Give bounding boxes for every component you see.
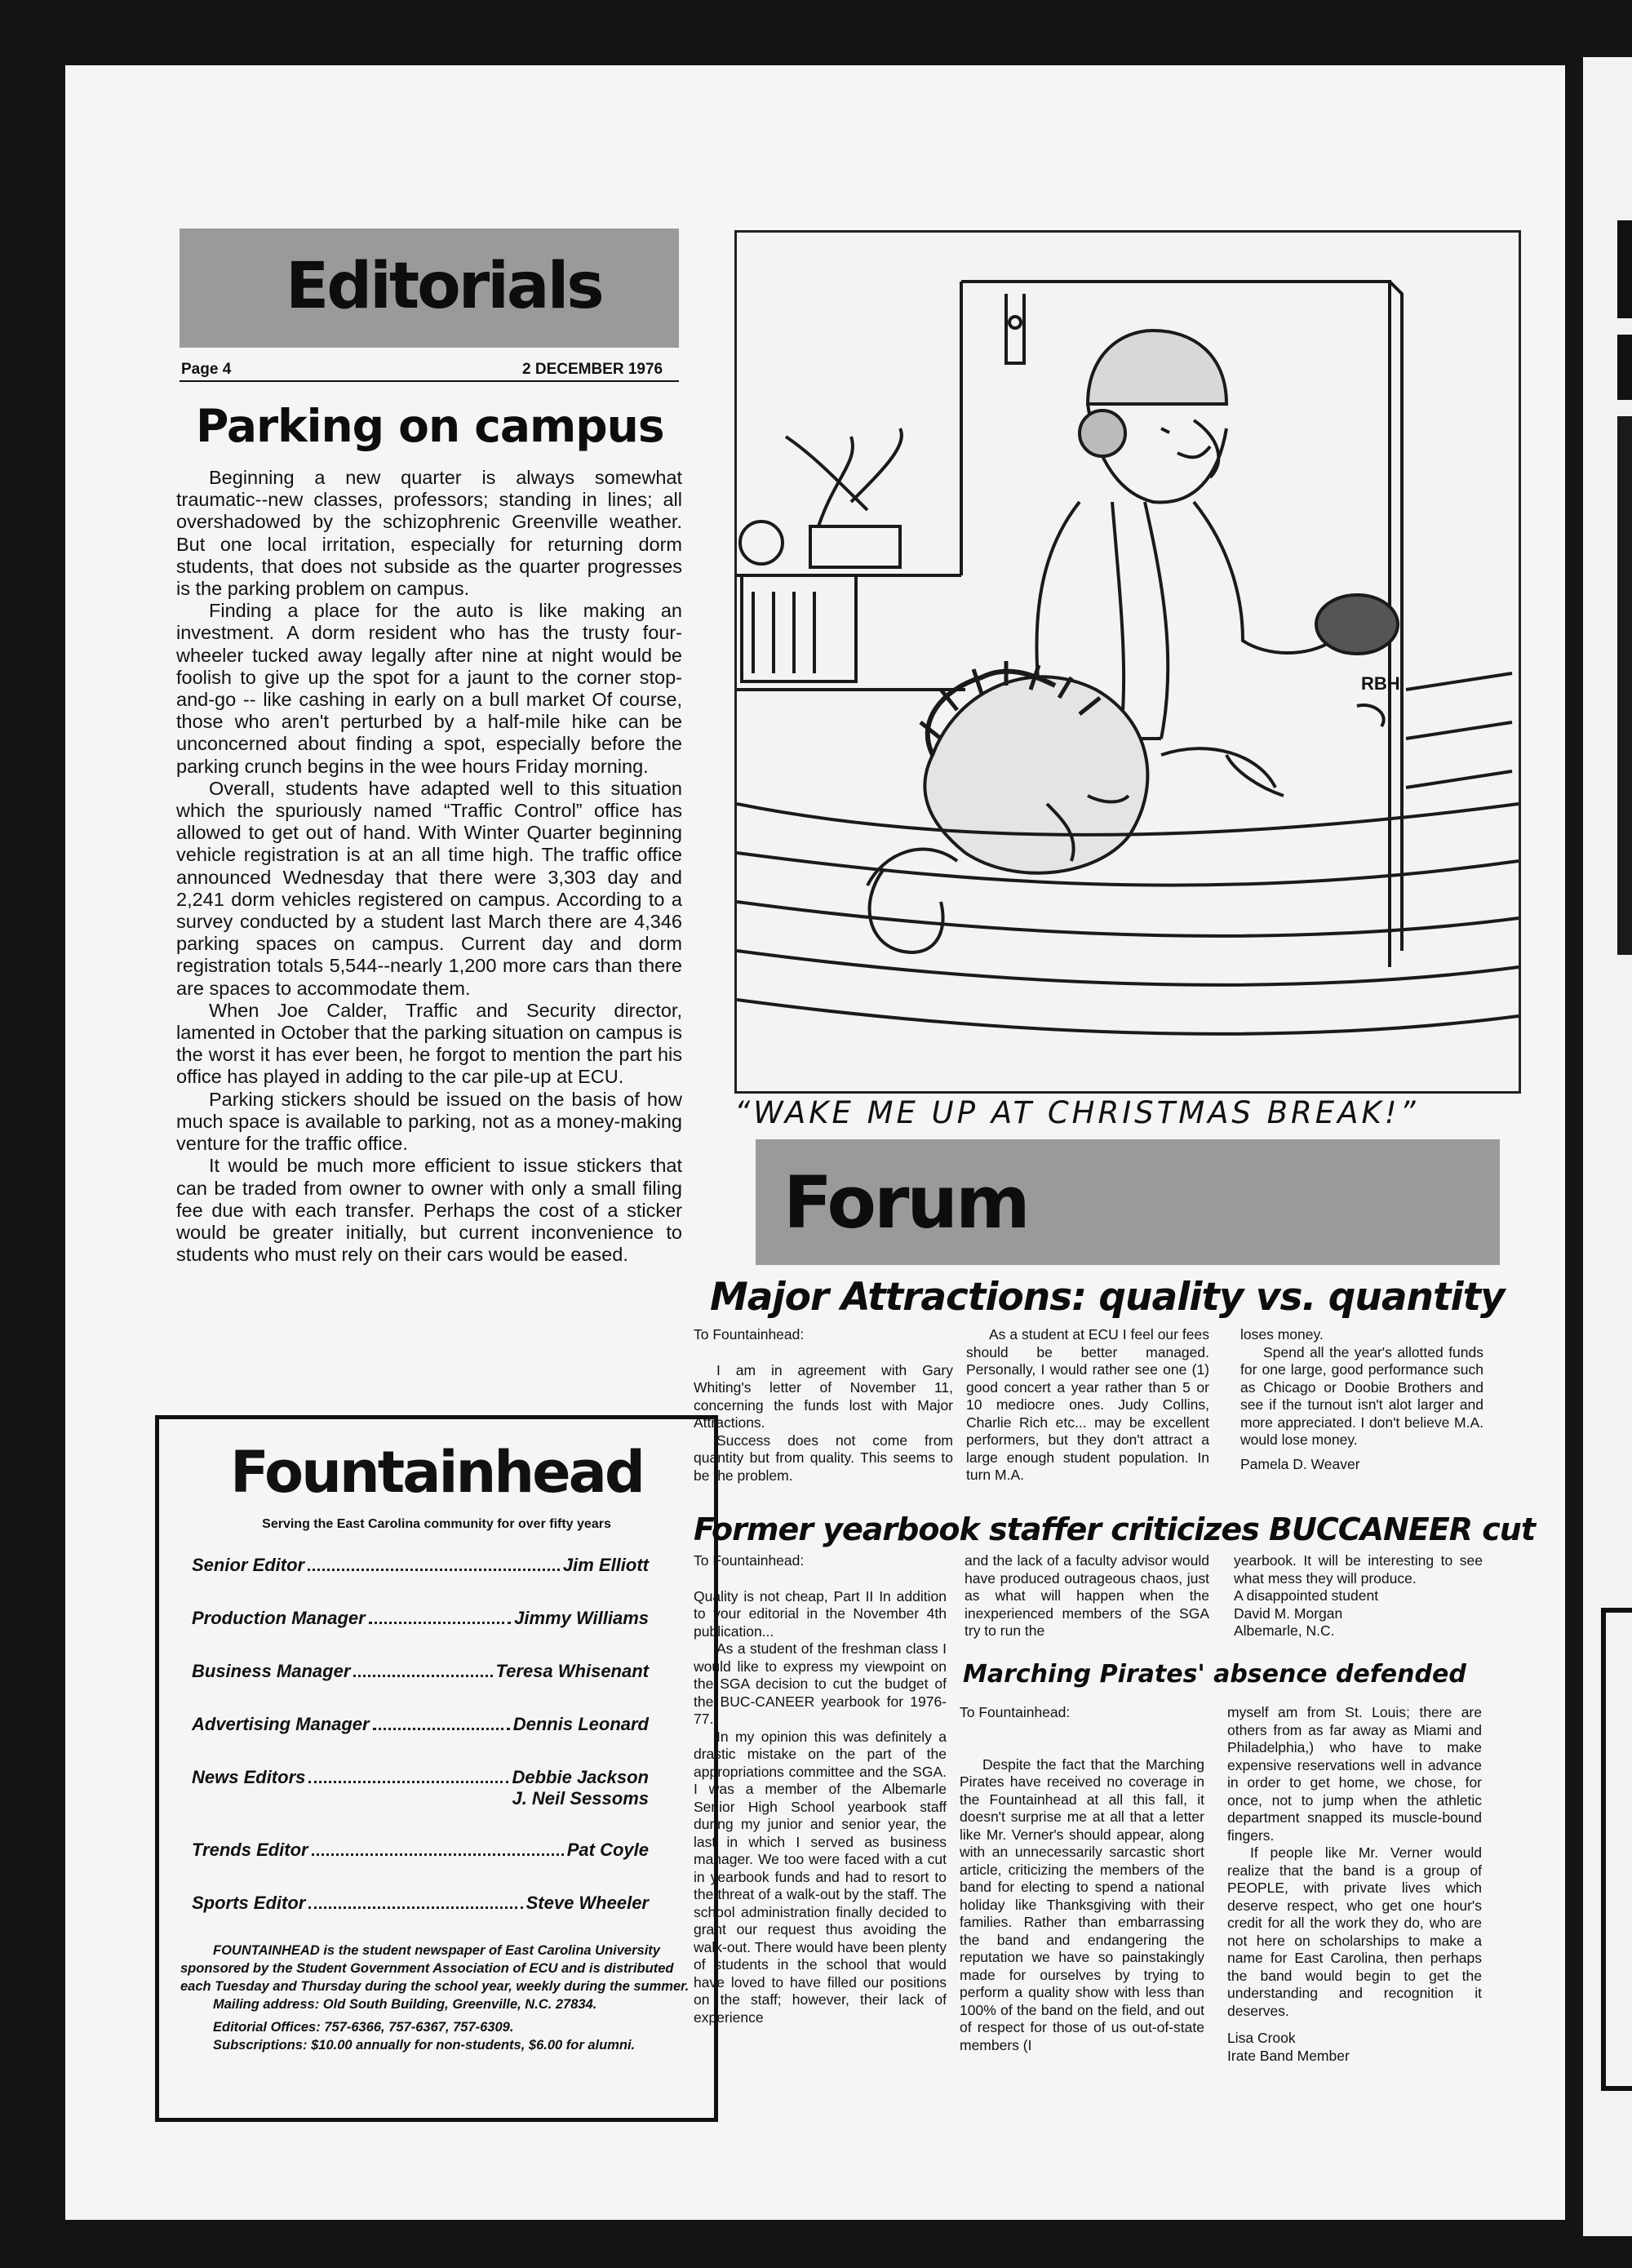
staff-role: Business Manager (192, 1661, 351, 1681)
adjacent-box (1601, 1608, 1632, 2091)
editorial-paragraph: Finding a place for the auto is like making an investment. A dorm resident who has the trusty four-wheeler tucked away legally after nine at night would be foolish to give up the spot for a jaunt to the corner stop-and-go -- like cashing in early on a bull market Of course, those who aren't perturbed by a half-mile hike can be unconcerned about finding a spot, especially before the parking crunch begins in the wee hours Friday morning. (176, 600, 682, 777)
staff-role: Senior Editor (192, 1555, 305, 1575)
letter3-col2 (1227, 1704, 1482, 2065)
leader-dots (312, 1853, 564, 1856)
letter-signature: David M. Morgan (1234, 1604, 1343, 1622)
adjacent-headline-fragment (1617, 335, 1632, 400)
letter-salutation: To Fountainhead: (694, 1552, 805, 1569)
forum-banner (756, 1139, 1500, 1265)
letter-paragraph: yearbook. It will be interesting to see what mess they will produce. (1234, 1552, 1483, 1587)
leader-dots (353, 1675, 492, 1677)
staff-list (192, 1555, 649, 1928)
masthead-offices: Editorial Offices: 757-6366, 757-6367, 757-6309. (213, 2020, 514, 2035)
masthead-tagline: Serving the East Carolina community for over fifty years (262, 1517, 611, 1531)
staff-row (192, 1555, 649, 1576)
letter-salutation: To Fountainhead: (694, 1326, 805, 1343)
leader-dots (369, 1622, 511, 1624)
letter-signature: Pamela D. Weaver (1240, 1455, 1360, 1472)
letter-paragraph: Success does not come from quantity but from quality. This seems to be the problem. (694, 1431, 953, 1484)
editorial-paragraph: Overall, students have adapted well to this situation which the spuriously named “Traffic Control” office has allowed to get out of hand. With Winter Quarter beginning vehicle registration is at an all time high. The traffic office announced Wednesday that there were 3,303 day and 2,241 dorm vehicles registered on campus. According to a survey conducted by a student last March there are 4,346 parking spaces on campus. Current day and dorm registration totals 5,544--nearly 1,200 more cars than there are spaces to accommodate them. (176, 777, 682, 999)
editorial-paragraph: It would be much more efficient to issue stickers that can be traded from owner to owner with only a small filing fee due with each transfer. Perhaps the cost of a sticker would be greater initially, but current inconvenience to students who must rely on their cars would be eased. (176, 1155, 682, 1266)
leader-dots (308, 1906, 522, 1909)
letter-signature: Albemarle, N.C. (1234, 1622, 1335, 1639)
cartoon-drawing (737, 233, 1519, 1091)
adjacent-photo (1617, 416, 1632, 955)
letter-paragraph: Spend all the year's allotted funds for one large, good performance such as Chicago or Doobie Brothers and see if the turnout isn't alot larger and more appreciated. I don't believe M.A. would lose money. (1240, 1343, 1483, 1448)
leader-dots (373, 1728, 510, 1730)
letter1-col3 (1240, 1326, 1483, 1473)
issue-date: 2 DECEMBER 1976 (522, 361, 663, 378)
letter-paragraph: Quality is not cheap, Part II In addition to your editorial in the November 4th publication... (694, 1587, 947, 1640)
letter-paragraph: and the lack of a faculty advisor would have produced outrageous chaos, just as what will happen when the inexperienced members of the SGA try to run the (965, 1552, 1209, 1639)
letter-signature: Irate Band Member (1227, 2047, 1350, 2064)
staff-name: Jim Elliott (562, 1555, 649, 1575)
letter-paragraph: loses money. (1240, 1326, 1324, 1343)
masthead-box (155, 1415, 718, 2122)
staff-row (192, 1714, 649, 1735)
editorial-paragraph: Parking stickers should be issued on the basis of how much space is available to parking, not as a money-making venture for the traffic office. (176, 1088, 682, 1155)
editorial-headline: Parking on campus (196, 400, 664, 452)
staff-row (192, 1661, 649, 1682)
letter1-col2 (966, 1326, 1209, 1485)
artist-initials: RBH (1361, 673, 1400, 694)
letter-paragraph: Despite the fact that the Marching Pirates have received no coverage in the Fountainhead at all this fall, it doesn't surprise me at all that a letter like Mr. Verner's should appear, along with an unnecessarily sarcastic short article, criticizing the members of the band for electing to spend a national holiday like Thanksgiving with their families. Rather than embarrassing the band and endangering the reputation we have so painstakingly made for ourselves by trying to perform a quality show with less than 100% of the band on the field, and out of respect for those of us out-of-state members (I (960, 1755, 1204, 2053)
masthead-mailing: Mailing address: Old South Building, Greenville, N.C. 27834. (213, 1997, 597, 2012)
masthead-title: Fountainhead (230, 1439, 643, 1506)
letter-paragraph: I am in agreement with Gary Whiting's letter of November 11, concerning the funds lost with Major Attractions. (694, 1361, 953, 1431)
masthead-info (180, 1942, 694, 2054)
staff-name: Steve Wheeler (526, 1893, 649, 1913)
masthead-subscriptions: Subscriptions: $10.00 annually for non-students, $6.00 for alumni. (213, 2038, 636, 2053)
cartoon-caption: “WAKE ME UP AT CHRISTMAS BREAK!” (734, 1095, 1419, 1130)
letter1-headline: Major Attractions: quality vs. quantity (710, 1275, 1505, 1320)
staff-role: Trends Editor (192, 1840, 308, 1860)
staff-name: Jimmy Williams (514, 1608, 649, 1628)
staff-role: Sports Editor (192, 1893, 306, 1913)
staff-name: Teresa Whisenant (495, 1661, 649, 1681)
date-rule (180, 380, 679, 382)
leader-dots (308, 1569, 560, 1571)
newspaper-page (65, 65, 1565, 2220)
letter-salutation: To Fountainhead: (960, 1704, 1071, 1720)
staff-row (192, 1608, 649, 1629)
masthead-about: FOUNTAINHEAD is the student newspaper of East Carolina University sponsored by the Student Government Association of ECU and is distributed each Tuesday and Thursday during the school year, weekly during the summer. (180, 1943, 690, 1994)
staff-role: Advertising Manager (192, 1714, 370, 1734)
letter2-headline: Former yearbook staffer criticizes BUCCANEER cut (694, 1511, 1535, 1547)
letter-signature: A disappointed student (1234, 1587, 1379, 1604)
letter2-col1 (694, 1552, 947, 2026)
editorial-paragraph: When Joe Calder, Traffic and Security director, lamented in October that the parking situation on campus is the worst it has ever been, he forgot to mention the part his office has played in adding to the car pile-up at ECU. (176, 999, 682, 1088)
forum-banner-title: Forum (783, 1161, 1028, 1245)
staff-name: Pat Coyle (566, 1840, 649, 1860)
staff-name-secondary: J. Neil Sessoms (512, 1788, 649, 1809)
letter3-col1 (960, 1704, 1204, 2054)
staff-row (192, 1893, 649, 1914)
staff-name: Dennis Leonard (512, 1714, 649, 1734)
letter-paragraph: If people like Mr. Verner would realize that the band is a group of PEOPLE, with private lives which deserve respect, who get one hour's credit for all the work they do, who are not here on scholarships to make a name for East Carolina, then perhaps the band would begin to get the understanding and recognition it deserves. (1227, 1844, 1482, 2019)
letter-paragraph: As a student of the freshman class I would like to express my viewpoint on the SGA decision to cut the budget of the BUC-CANEER yearbook for 1976-77. (694, 1640, 947, 1727)
staff-role: Production Manager (192, 1608, 366, 1628)
staff-name: Debbie Jackson (512, 1767, 649, 1787)
staff-row (192, 1840, 649, 1861)
leader-dots (308, 1781, 508, 1783)
adjacent-page-edge (1583, 57, 1632, 2236)
staff-role: News Editors (192, 1767, 306, 1787)
editorial-cartoon (734, 230, 1521, 1094)
editorial-paragraph: Beginning a new quarter is always somewhat traumatic--new classes, professors; standing in lines; all overshadowed by the schizophrenic Greenville weather. But one local irritation, especially for returning dorm students, that does not subside as the quarter progresses is the parking problem on campus. (176, 467, 682, 600)
staff-row (192, 1767, 649, 1788)
letter-paragraph: myself am from St. Louis; there are others from as far away as Miami and Philadelphia,) who have to make expensive reservations well in advance in order to get home, we chose, for once, not to jump when the athletic department snapped its muscle-bound fingers. (1227, 1704, 1482, 1844)
editorials-banner-title: Editorials (286, 250, 602, 323)
letter-paragraph: As a student at ECU I feel our fees should be better managed. Personally, I would rather see one (1) good concert a year rather than 5 or 10 mediocre ones. Judy Collins, Charlie Rich etc... may be excellent performers, but they don't attract a large enough student population. In turn M.A. (966, 1326, 1209, 1483)
editorials-banner (180, 229, 679, 348)
page-number: Page 4 (181, 361, 232, 378)
letter2-col3 (1234, 1552, 1483, 1640)
letter2-col2 (965, 1552, 1209, 1640)
adjacent-headline-fragment (1617, 220, 1632, 318)
editorial-body (176, 467, 682, 1266)
letter-paragraph: In my opinion this was definitely a drastic mistake on the part of the appropriations committee and the SGA. I was a member of the Albemarle Senior High School yearbook staff during my junior and senior year, the last in which I served as business manager. We too were faced with a cut in yearbook funds and had to resort to the threat of a walk-out by the staff. The school administration finally decided to grant our request thus avoiding the walk-out. There would have been plenty of students in the school that would have loved to have filled our positions on the staff; however, their lack of experience (694, 1728, 947, 2026)
letter3-headline: Marching Pirates' absence defended (963, 1660, 1466, 1689)
letter1-col1 (694, 1326, 953, 1485)
letter-signature: Lisa Crook (1227, 2030, 1296, 2046)
